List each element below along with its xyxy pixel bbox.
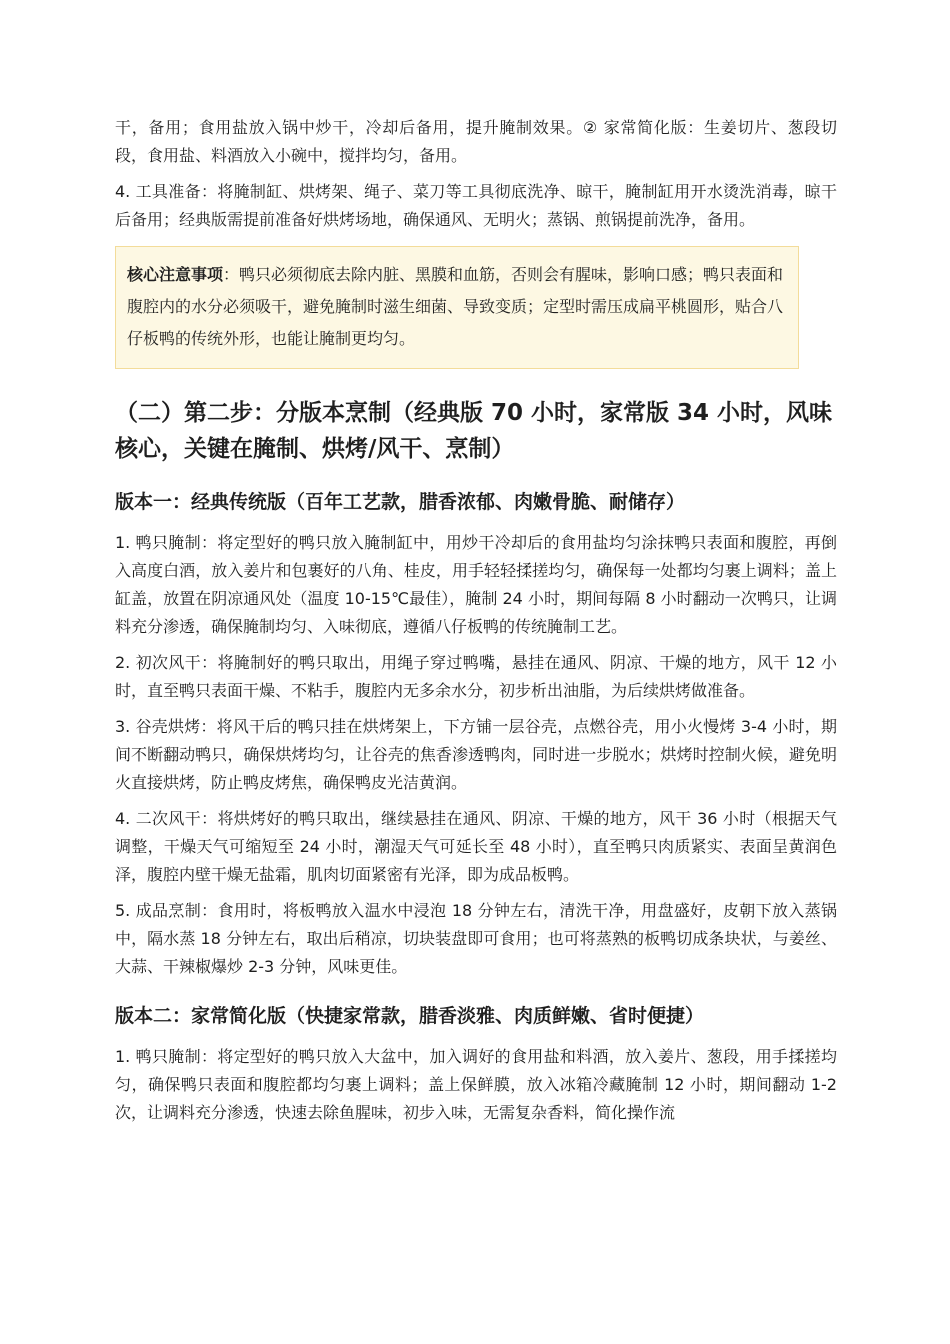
version-two-step-1: 1. 鸭只腌制：将定型好的鸭只放入大盆中，加入调好的食用盐和料酒，放入姜片、葱段，用手揉搓均匀，确保鸭只表面和腹腔都均匀裹上调料；盖上保鲜膜，放入冰箱冷藏腌制 12 小时，期间翻动 1-2 次，让调料充分渗透，快速去除鱼腥味，初步入味，无需复杂香料，简化操作流 [115, 1047, 837, 1122]
version-two-heading: 版本二：家常简化版（快捷家常款，腊香淡雅、肉质鲜嫩、省时便捷） [115, 1005, 705, 1027]
core-notes-text: ：鸭只必须彻底去除内脏、黑膜和血筋，否则会有腥味，影响口感；鸭只表面和腹腔内的水分必须吸干，避免腌制时滋生细菌、导致变质；定型时需压成扁平桃圆形，贴合八仔板鸭的传统外形，也能让腌制更均匀。 [127, 265, 784, 348]
version-one-step-3: 3. 谷壳烘烤：将风干后的鸭只挂在烘烤架上，下方铺一层谷壳，点燃谷壳，用小火慢烤 3-4 小时，期间不断翻动鸭只，确保烘烤均匀，让谷壳的焦香渗透鸭肉，同时进一步脱水；烘烤时控制火候，避免明火直接烘烤，防止鸭皮烤焦，确保鸭皮光洁黄润。 [115, 717, 837, 792]
document-page [115, 114, 837, 1135]
version-one-step-2: 2. 初次风干：将腌制好的鸭只取出，用绳子穿过鸭嘴，悬挂在通风、阴凉、干燥的地方，风干 12 小时，直至鸭只表面干燥、不粘手，腹腔内无多余水分，初步析出油脂，为后续烘烤做准备。 [115, 653, 837, 700]
version-one-heading: 版本一：经典传统版（百年工艺款，腊香浓郁、肉嫩骨脆、耐储存） [115, 491, 686, 513]
version-one-step-4: 4. 二次风干：将烘烤好的鸭只取出，继续悬挂在通风、阴凉、干燥的地方，风干 36 小时（根据天气调整，干燥天气可缩短至 24 小时，潮湿天气可延长至 48 小时），直至鸭只肉质紧实、表面呈黄润色泽，腹腔内壁干燥无盐霜，肌肉切面紧密有光泽，即为成品板鸭。 [115, 809, 837, 884]
version-one-step-1: 1. 鸭只腌制：将定型好的鸭只放入腌制缸中，用炒干冷却后的食用盐均匀涂抹鸭只表面和腹腔，再倒入高度白酒，放入姜片和包裹好的八角、桂皮，用手轻轻揉搓均匀，确保每一处都均匀裹上调料；盖上缸盖，放置在阴凉通风处（温度 10-15℃最佳），腌制 24 小时，期间每隔 8 小时翻动一次鸭只，让调料充分渗透，确保腌制均匀、入味彻底，遵循八仔板鸭的传统腌制工艺。 [115, 533, 837, 636]
section-heading-step-two: （二）第二步：分版本烹制（经典版 70 小时，家常版 34 小时，风味核心，关键在腌制、烘烤/风干、烹制） [115, 400, 833, 462]
core-notes-callout [115, 246, 799, 369]
intro-paragraph-1: 干，备用；食用盐放入锅中炒干，冷却后备用，提升腌制效果。② 家常简化版：生姜切片、葱段切段，食用盐、料酒放入小碗中，搅拌均匀，备用。 [115, 118, 837, 165]
intro-paragraph-2: 4. 工具准备：将腌制缸、烘烤架、绳子、菜刀等工具彻底洗净、晾干，腌制缸用开水烫洗消毒，晾干后备用；经典版需提前准备好烘烤场地，确保通风、无明火；蒸锅、煎锅提前洗净，备用。 [115, 182, 837, 229]
core-notes-title: 核心注意事项 [127, 265, 224, 284]
version-one-step-5: 5. 成品烹制：食用时，将板鸭放入温水中浸泡 18 分钟左右，清洗干净，用盘盛好，皮朝下放入蒸锅中，隔水蒸 18 分钟左右，取出后稍凉，切块装盘即可食用；也可将蒸熟的板鸭切成条块状，与姜丝、大蒜、干辣椒爆炒 2-3 分钟，风味更佳。 [115, 901, 837, 976]
